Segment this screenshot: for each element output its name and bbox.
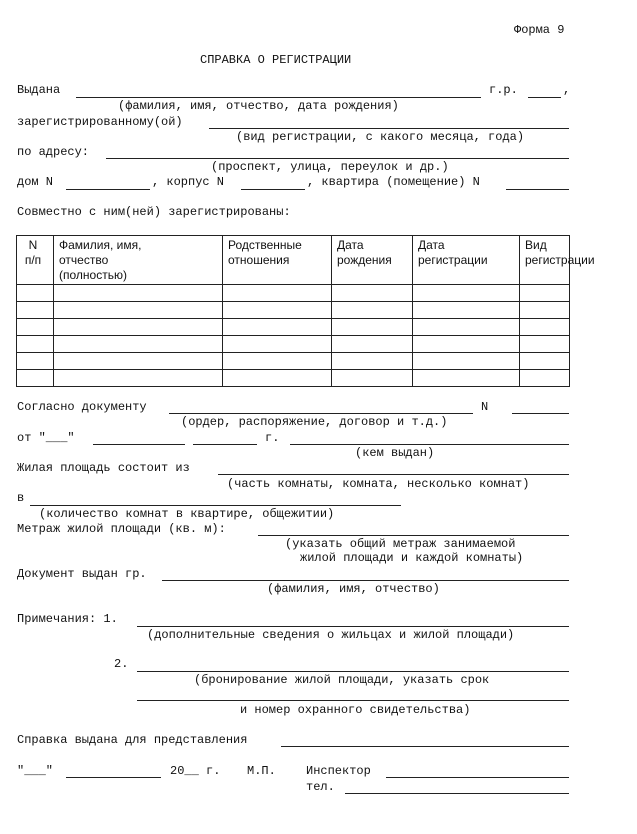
notes-field-3[interactable]	[137, 700, 569, 701]
table-cell[interactable]	[332, 302, 413, 319]
table-cell[interactable]	[223, 370, 332, 387]
presentation-label: Справка выдана для представления	[17, 733, 248, 747]
building-field[interactable]	[241, 189, 305, 190]
footer-year: 20__ г.	[170, 764, 221, 778]
table-cell[interactable]	[520, 302, 570, 319]
document-n-label: N	[481, 400, 489, 414]
table-cell[interactable]	[54, 319, 223, 336]
notes-hint-2-line1: (бронирование жилой площади, указать срок	[194, 673, 490, 687]
area-sq-field[interactable]	[258, 535, 569, 536]
living-area-field[interactable]	[218, 474, 569, 475]
footer-date-open: "___"	[17, 764, 54, 778]
notes-label: Примечания: 1.	[17, 612, 118, 626]
table-cell[interactable]	[413, 370, 520, 387]
table-cell[interactable]	[413, 353, 520, 370]
table-column-header: Фамилия, имя, отчество (полностью)	[54, 236, 223, 285]
registered-hint: (вид регистрации, с какого месяца, года)	[236, 130, 525, 144]
table-cell[interactable]	[332, 285, 413, 302]
apartment-label: , квартира (помещение) N	[307, 175, 480, 189]
table-cell[interactable]	[17, 353, 54, 370]
table-cell[interactable]	[413, 302, 520, 319]
footer-stamp: М.П.	[247, 764, 276, 778]
presentation-field[interactable]	[281, 746, 569, 747]
doc-issued-to-label: Документ выдан гр.	[17, 567, 147, 581]
table-row	[17, 370, 570, 387]
table-cell[interactable]	[520, 319, 570, 336]
document-issuer-hint: (кем выдан)	[355, 446, 435, 460]
cohabitants-label: Совместно с ним(ней) зарегистрированы:	[17, 205, 291, 219]
notes-hint-1: (дополнительные сведения о жильцах и жилой площади)	[147, 628, 515, 642]
table-cell[interactable]	[332, 353, 413, 370]
registered-label: зарегистрированному(ой)	[17, 115, 183, 129]
document-field[interactable]	[169, 413, 473, 414]
document-issuer-field[interactable]	[290, 444, 569, 445]
house-label: дом N	[17, 175, 54, 189]
cohabitants-table	[16, 235, 595, 387]
rooms-count-field[interactable]	[30, 505, 401, 506]
document-month-field[interactable]	[93, 444, 185, 445]
table-column-header: N п/п	[17, 236, 54, 285]
issued-to-label: Выдана	[17, 83, 61, 97]
apartment-field[interactable]	[506, 189, 569, 190]
inspector-field[interactable]	[386, 777, 569, 778]
table-row	[17, 319, 570, 336]
table-cell[interactable]	[54, 285, 223, 302]
footer-month-field[interactable]	[66, 777, 161, 778]
table-cell[interactable]	[223, 285, 332, 302]
doc-issued-to-hint: (фамилия, имя, отчество)	[267, 582, 440, 596]
table-cell[interactable]	[332, 370, 413, 387]
table-cell[interactable]	[520, 285, 570, 302]
issued-to-hint: (фамилия, имя, отчество, дата рождения)	[118, 99, 399, 113]
table-cell[interactable]	[223, 302, 332, 319]
area-sq-label: Метраж жилой площади (кв. м):	[17, 522, 226, 536]
table-cell[interactable]	[17, 370, 54, 387]
table-cell[interactable]	[17, 302, 54, 319]
document-year-suffix: г.	[265, 431, 280, 445]
living-area-label: Жилая площадь состоит из	[17, 461, 190, 475]
table-cell[interactable]	[413, 285, 520, 302]
table-row	[17, 285, 570, 302]
table-header-row	[17, 236, 570, 285]
building-label: , корпус N	[152, 175, 225, 189]
notes-label-2: 2.	[114, 657, 129, 671]
address-field[interactable]	[106, 158, 569, 159]
table-cell[interactable]	[520, 336, 570, 353]
table-cell[interactable]	[332, 336, 413, 353]
table-column-header: Дата регистрации	[413, 236, 520, 285]
table-cell[interactable]	[520, 370, 570, 387]
table-column-header: Родственные отношения	[223, 236, 332, 285]
form-number: Форма 9	[514, 23, 565, 37]
notes-field-1[interactable]	[137, 626, 569, 627]
table-cell[interactable]	[54, 370, 223, 387]
issued-to-comma: ,	[563, 83, 571, 97]
notes-field-2[interactable]	[137, 671, 569, 672]
rooms-count-hint: (количество комнат в квартире, общежитии)	[39, 507, 335, 521]
document-label: Согласно документу	[17, 400, 147, 414]
house-field[interactable]	[66, 189, 150, 190]
address-hint: (проспект, улица, переулок и др.)	[211, 160, 449, 174]
table-cell[interactable]	[54, 336, 223, 353]
living-area-hint: (часть комнаты, комната, несколько комнат)	[227, 477, 530, 491]
phone-field[interactable]	[345, 793, 569, 794]
document-from-label: от "___"	[17, 431, 75, 445]
doc-issued-to-field[interactable]	[162, 580, 569, 581]
registered-field[interactable]	[209, 128, 569, 129]
inspector-label: Инспектор	[306, 764, 371, 778]
document-year-field[interactable]	[193, 444, 257, 445]
table-row	[17, 353, 570, 370]
table-cell[interactable]	[223, 319, 332, 336]
document-hint: (ордер, распоряжение, договор и т.д.)	[181, 415, 448, 429]
table-cell[interactable]	[413, 319, 520, 336]
page-title: СПРАВКА О РЕГИСТРАЦИИ	[200, 53, 352, 67]
table-cell[interactable]	[17, 319, 54, 336]
area-sq-hint-2: жилой площади и каждой комнаты)	[300, 551, 524, 565]
table-column-header: Дата рождения	[332, 236, 413, 285]
birth-year-label: г.р.	[489, 83, 518, 97]
table-cell[interactable]	[54, 353, 223, 370]
issued-to-field[interactable]	[76, 97, 481, 98]
living-area-in-label: в	[17, 491, 25, 505]
document-number-field[interactable]	[512, 413, 569, 414]
table-cell[interactable]	[17, 336, 54, 353]
birth-year-field[interactable]	[528, 97, 561, 98]
notes-hint-2-line2: и номер охранного свидетельства)	[240, 703, 471, 717]
table-cell[interactable]	[413, 336, 520, 353]
table-cell[interactable]	[520, 353, 570, 370]
table-cell[interactable]	[223, 336, 332, 353]
table-cell[interactable]	[17, 285, 54, 302]
table-row	[17, 302, 570, 319]
table-cell[interactable]	[223, 353, 332, 370]
table-cell[interactable]	[332, 319, 413, 336]
phone-label: тел.	[306, 780, 335, 794]
table-column-header: Вид регистрации	[520, 236, 570, 285]
address-label: по адресу:	[17, 145, 90, 159]
table-row	[17, 336, 570, 353]
area-sq-hint-1: (указать общий метраж занимаемой	[285, 537, 516, 551]
table-cell[interactable]	[54, 302, 223, 319]
